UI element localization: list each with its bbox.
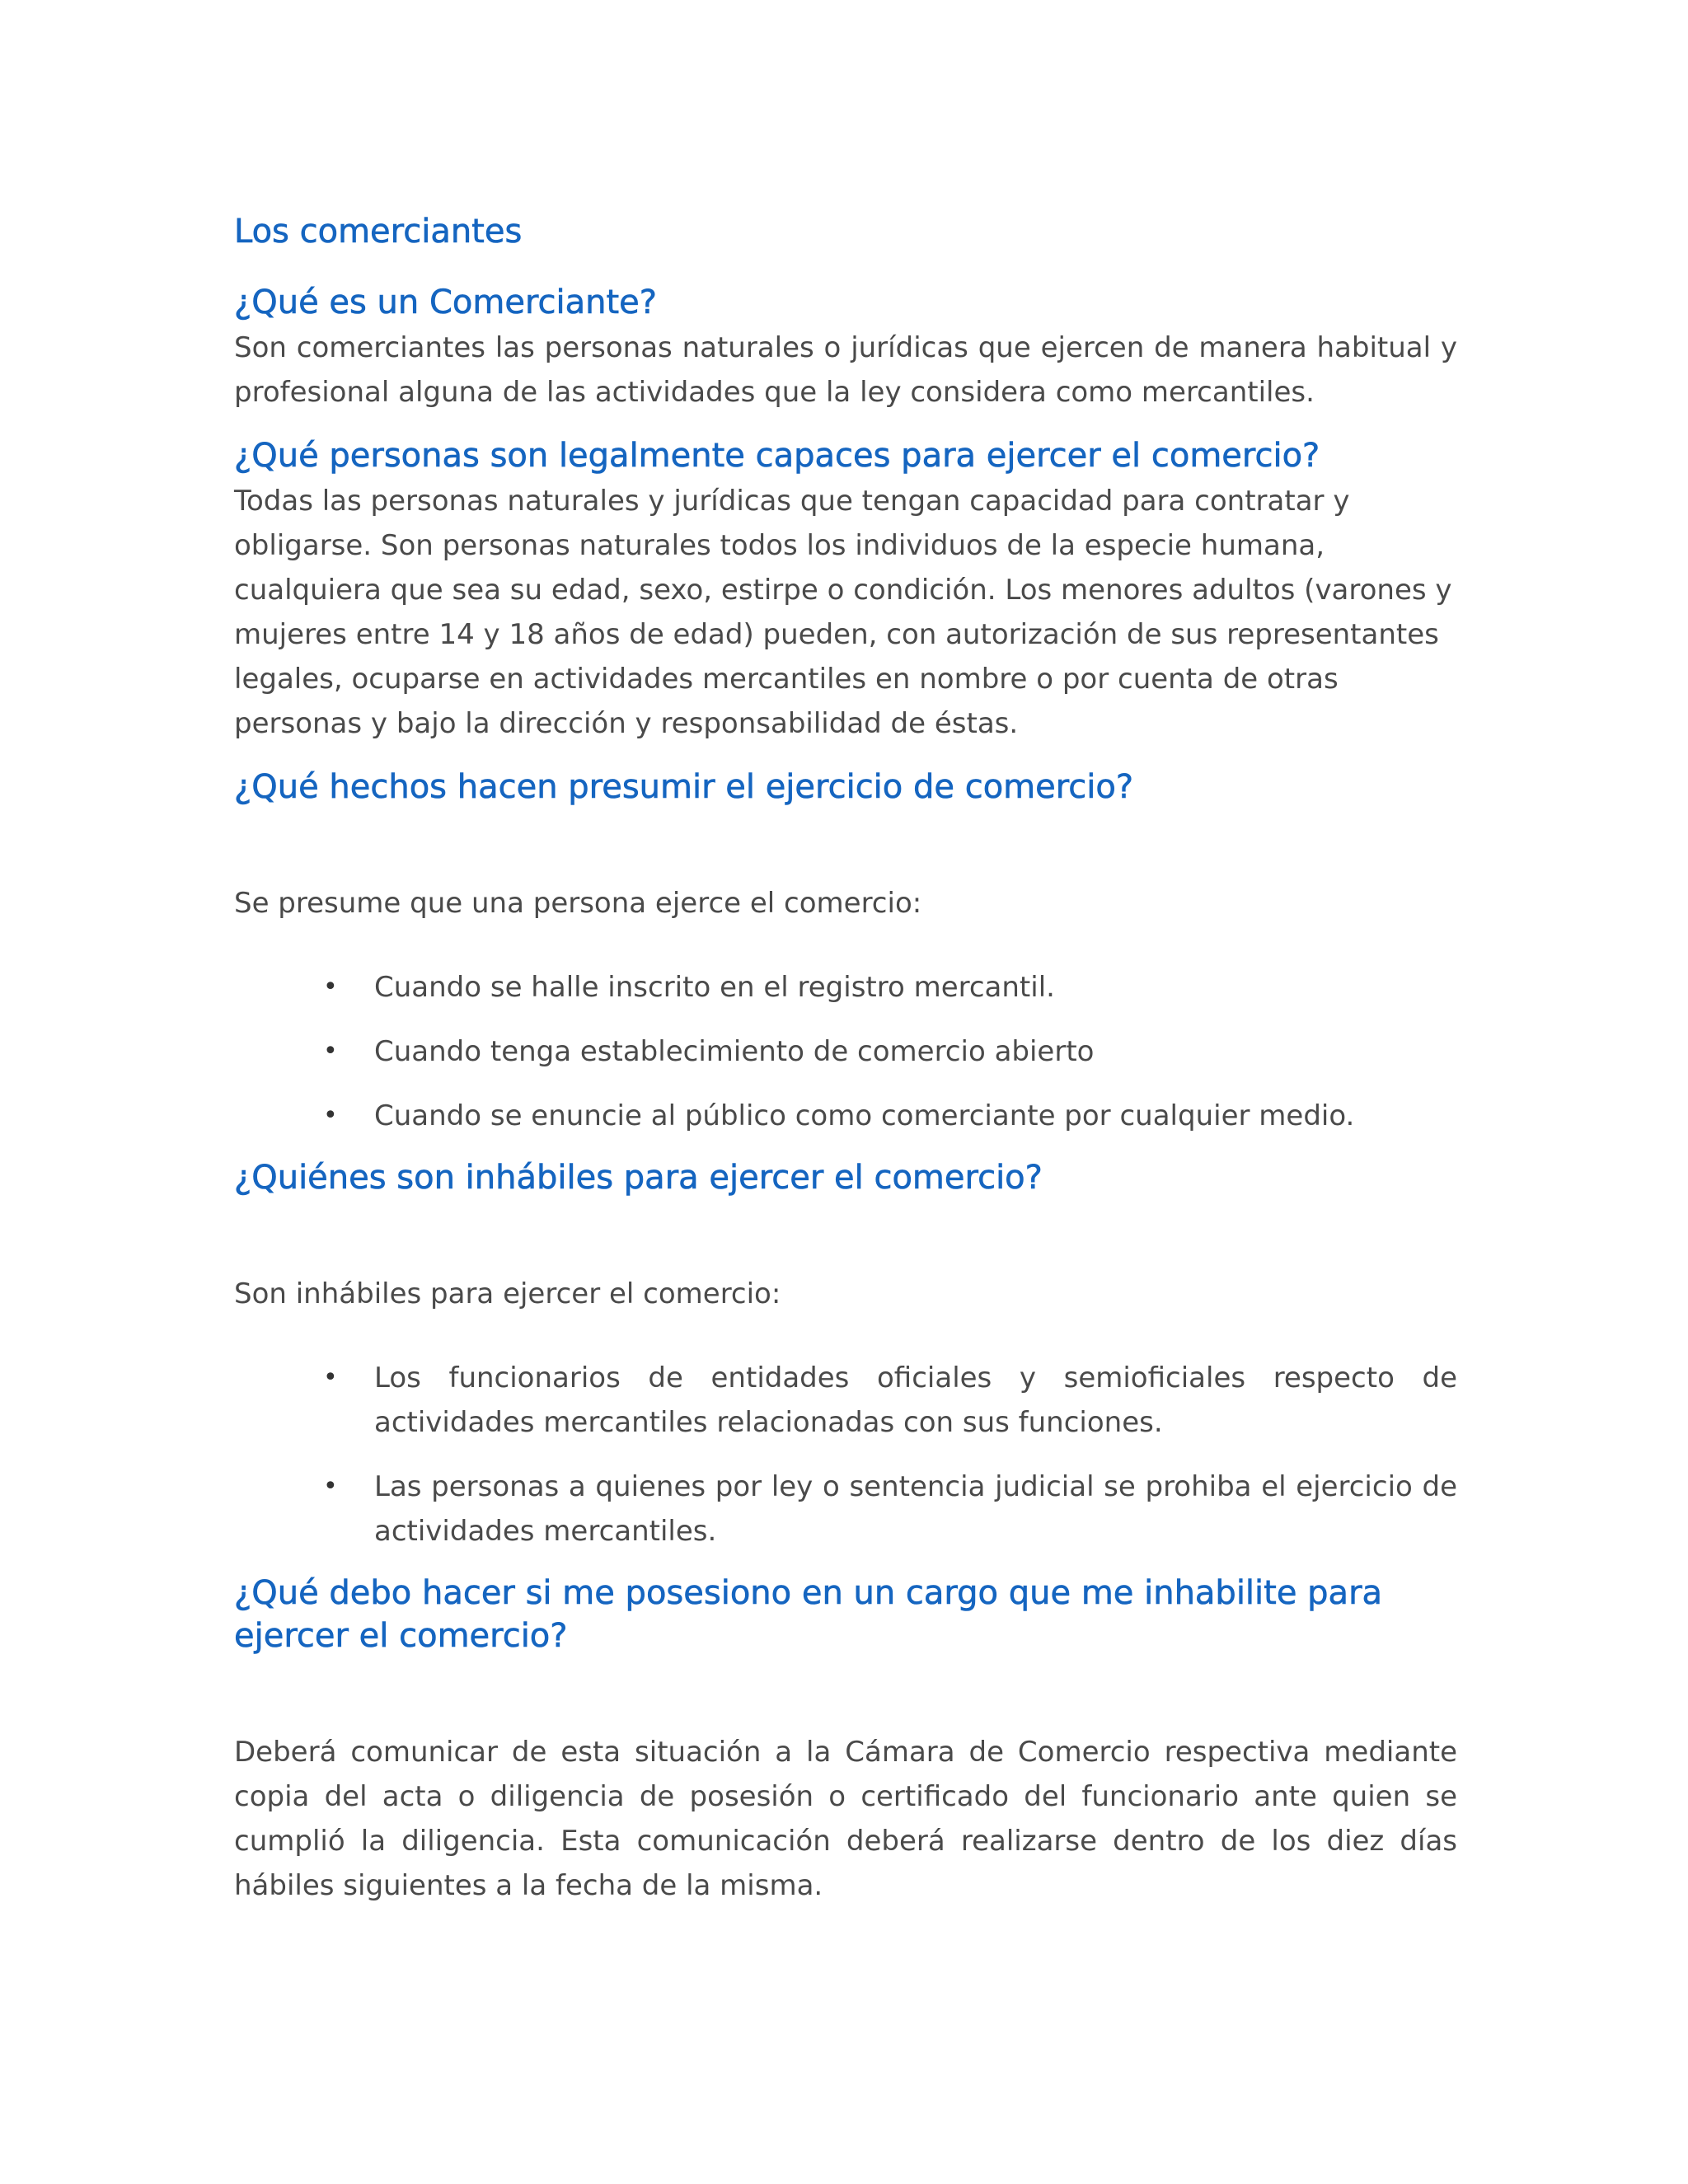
- section-intro-inhabiles: Son inhábiles para ejercer el comercio:: [234, 1277, 781, 1310]
- list-hechos-presumir: [234, 965, 1457, 1138]
- list-item: • Cuando tenga establecimiento de comercio abierto: [234, 1029, 1457, 1074]
- list-inhabiles: [234, 1356, 1457, 1554]
- section-paragraph-posesiono-cargo: Deberá comunicar de esta situación a la Cámara de Comercio respectiva mediante copia del acta o diligencia de posesión o certificado del funcionario ante quien se cumplió la diligencia. Esta comunicación deberá realizarse dentro de los diez días hábiles siguientes a la fecha de la misma.: [234, 1736, 1457, 1902]
- section-intro-hechos-presumir: Se presume que una persona ejerce el comercio:: [234, 887, 922, 920]
- bullet-icon: •: [323, 1037, 338, 1066]
- document-title: Los comerciantes: [234, 213, 523, 251]
- bullet-icon: •: [323, 1101, 338, 1130]
- bullet-icon: •: [323, 1472, 338, 1501]
- bullet-icon: •: [323, 1363, 338, 1392]
- list-item: • Las personas a quienes por ley o sentencia judicial se prohiba el ejercicio de actividades mercantiles.: [234, 1465, 1457, 1554]
- section-heading-posesiono-cargo: ¿Qué debo hacer si me posesiono en un cargo que me inhabilite para ejercer el comercio?: [234, 1574, 1383, 1655]
- document-page: [234, 210, 1457, 1908]
- section-heading-inhabiles: ¿Quiénes son inhábiles para ejercer el comercio?: [234, 1159, 1043, 1197]
- section-heading-hechos-presumir: ¿Qué hechos hacen presumir el ejercicio de comercio?: [234, 768, 1134, 806]
- list-item: • Cuando se halle inscrito en el registro mercantil.: [234, 965, 1457, 1010]
- section-paragraph-que-es-comerciante: Son comerciantes las personas naturales o jurídicas que ejercen de manera habitual y profesional alguna de las actividades que la ley considera como mercantiles.: [234, 331, 1457, 409]
- list-item: • Cuando se enuncie al público como comerciante por cualquier medio.: [234, 1094, 1457, 1138]
- section-heading-personas-capaces: ¿Qué personas son legalmente capaces para ejercer el comercio?: [234, 437, 1320, 475]
- bullet-icon: •: [323, 972, 338, 1001]
- section-heading-que-es-comerciante: ¿Qué es un Comerciante?: [234, 284, 658, 321]
- section-paragraph-personas-capaces: Todas las personas naturales y jurídicas que tengan capacidad para contratar y obligarse. Son personas naturales todos los individuos de la especie humana, cualquiera que sea su edad, sexo, estirpe o condición. Los menores adultos (varones y mujeres entre 14 y 18 años de edad) pueden, con autorización de sus representantes legales, ocuparse en actividades mercantiles en nombre o por cuenta de otras personas y bajo la dirección y responsabilidad de éstas.: [234, 485, 1452, 740]
- list-item: • Los funcionarios de entidades oficiales y semioficiales respecto de actividades mercantiles relacionadas con sus funciones.: [234, 1356, 1457, 1445]
